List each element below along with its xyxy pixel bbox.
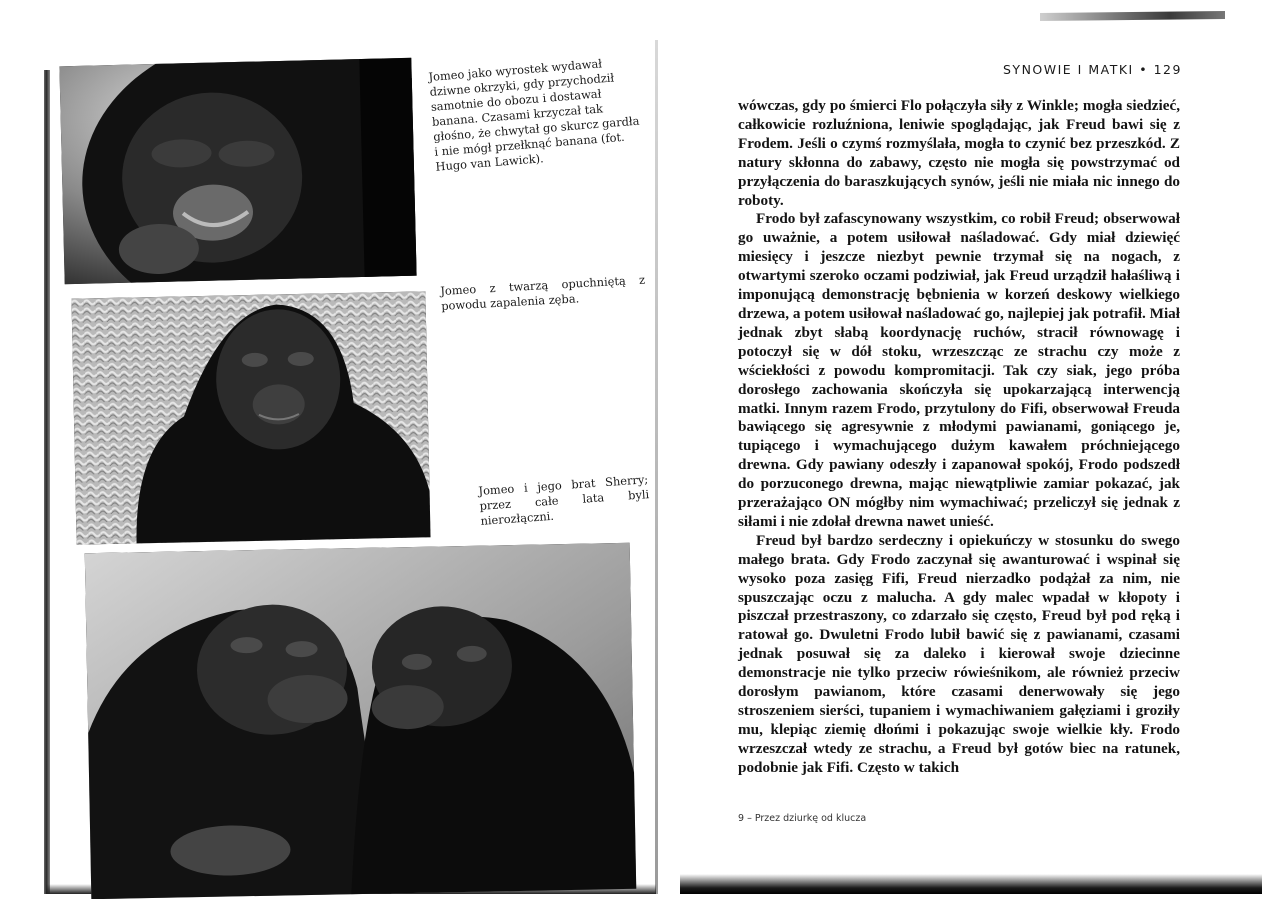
body-text [738,97,1180,778]
running-head-title: SYNOWIE I MATKI [1003,62,1134,77]
photo-caption-jomeo-swollen-face: Jomeo z twarzą opuchniętą z powodu zapalenia zęba. [440,272,646,313]
signature-footer: 9 – Przez dziurkę od klucza [738,813,867,824]
body-paragraph: Frodo był zafascynowany wszystkim, co robił Freud; obserwował go uważnie, a potem usiłował naśladować. Gdy miał dziewięć miesięcy i jeszcze niezbyt pewnie trzymał się na nogach, z otwartymi szeroko oczami podziwiał, jak Freud urządził hałaśliwą i imponującą demonstrację bębnienia w korzeń deskowy wielkiego drzewa, a potem usiłował naśladować go, najlepiej jak potrafił. Miał jednak zbyt słabą koordynację ruchów, stracił równowagę i potoczył się w dół stoku, wrzeszcząc ze strachu czy może z wściekłości z powodu kompromitacji. Tak czy siak, jego próba dorosłego zachowania skończyła się upokarzającą interwencją matki. Innym razem Frodo, przytulony do Fifi, obserwował Freuda bawiącego się agresywnie z młodymi pawianami, goniącego je, tupiącego i wymachującego dużym kawałem próchniejącego drewna. Gdy pawiany odeszły i zapanował spokój, Frodo podszedł do porzuconego drewna, mając niewątpliwie zamiar pokazać, jak przerażająco ON mógłby nim wymachiwać; przeliczył się jednak z siłami i nie zdołał drewna nawet unieść. [738,210,1180,530]
book-spine [655,40,658,894]
body-paragraph: wówczas, gdy po śmierci Flo połączyła siły z Winkle; mogła siedzieć, całkowicie rozluźniona, leniwie spoglądając, jak Freud bawi się z Frodem. Jeśli o czymś rozmyślała, mogła to czynić bez przeszkód. Z natury skłonna do zabawy, często nie mogła się powstrzymać od przyłączenia do baraszkujących synów, jeśli nie miała nic innego do roboty. [738,97,1180,209]
body-paragraph: Freud był bardzo serdeczny i opiekuńczy w stosunku do swego małego brata. Gdy Frodo zaczynał się awanturować i wspinał się wysoko poza zasięg Fifi, Freud nierzadko podążał za nim, nie spuszczając oczu z malucha. A gdy malec wpadał w kłopoty i piszczał przestraszony, co zdarzało się często, Freud był pod ręką i ratował go. Dwuletni Frodo lubił bawić się z pawianami, czasami jednak posuwał się za daleko i kierował swoje dziecinne demonstracje nie tylko przeciw rówieśnikom, ale również przeciw dorosłym pawianom, które czasami denerwowały się jego stroszeniem sierści, tupaniem i wymachiwaniem gałęziami i groziły mu, klepiąc ziemię dłońmi i pokazując swoje wielkie kły. Frodo wrzeszczał wtedy ze strachu, a Freud był gotów biec na ratunek, podobnie jak Fifi. Często w takich [738,531,1180,776]
jomeo-adolescent-photo [59,58,416,285]
page-number: 129 [1153,62,1182,77]
book-left-edge [44,70,50,894]
scan-edge-shadow [1040,11,1225,21]
scan-bottom-shadow [680,874,1262,894]
jomeo-and-sherry-photo [85,543,637,899]
running-head [1003,62,1182,77]
running-head-separator: • [1139,62,1149,77]
photo-caption-jomeo-and-sherry: Jomeo i jego brat Sherry; przez całe lata byli nierozłączni. [478,472,650,528]
photo-caption-jomeo-adolescent: Jomeo jako wyrostek wydawał dziwne okrzyki, gdy przychodził samotnie do obozu i dostawał banana. Czasami krzyczał tak głośno, że chwytał go skurcz gardła i nie mógł przełknąć banana (fot. Hugo van Lawick). [428,56,640,174]
jomeo-swollen-face-photo [71,291,430,544]
